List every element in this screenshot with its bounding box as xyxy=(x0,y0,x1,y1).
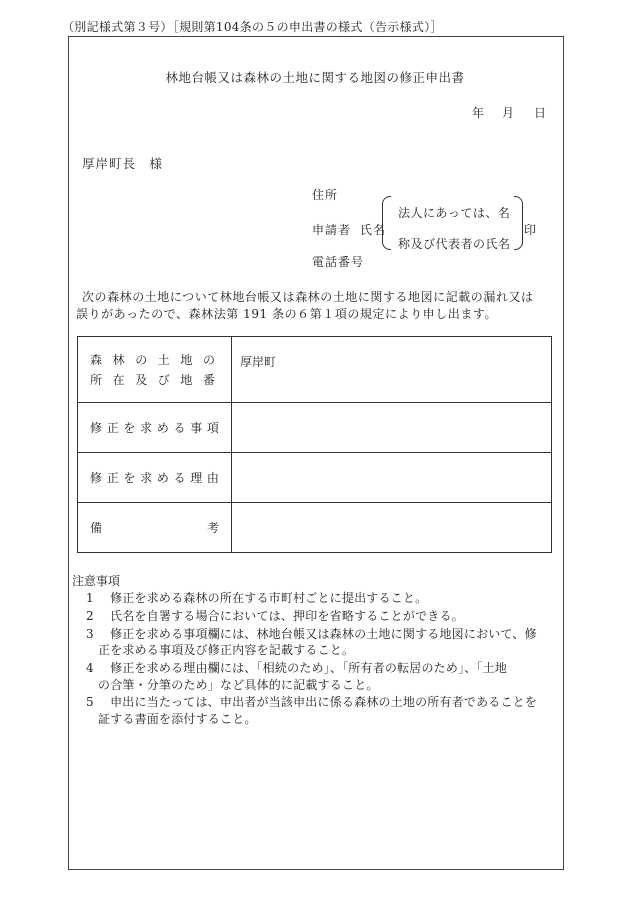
table-row-remarks xyxy=(78,503,552,553)
label-char: 在 xyxy=(112,372,125,387)
label-char: 理 xyxy=(190,470,203,485)
label-char: 及 xyxy=(135,372,148,387)
correction-reason-value-cell[interactable] xyxy=(232,453,552,503)
label-char: め xyxy=(156,420,169,435)
label-char: 地 xyxy=(180,352,193,367)
phone-label: 電話番号 xyxy=(312,255,365,269)
bracket-right xyxy=(514,196,523,250)
label-char: る xyxy=(173,420,186,435)
label-char: 森 xyxy=(90,352,103,367)
corp-note-line2: 称及び代表者の氏名 xyxy=(398,237,511,251)
date-day: 日 xyxy=(534,106,547,120)
note-item-4-cont: の合筆・分筆のため」など具体的に記載すること。 xyxy=(98,678,379,692)
label-char: 求 xyxy=(140,420,153,435)
body-line2: 誤りがあったので、森林法第 191 条の６第１項の規定により申し出ます。 xyxy=(76,307,498,321)
label-char: 地 xyxy=(180,372,193,387)
applicant-label: 申請者 xyxy=(312,223,352,237)
note-number: 3 xyxy=(86,627,94,641)
label-char: 正 xyxy=(106,420,119,435)
label-char: 修 xyxy=(90,420,103,435)
label-char: 項 xyxy=(206,420,219,435)
date-month: 月 xyxy=(502,106,515,120)
correction-item-label xyxy=(78,403,232,453)
note-text: 修正を求める森林の所在する市町村ごとに提出すること。 xyxy=(110,591,428,605)
note-text: 申出に当たっては、申出者が当該申出に係る森林の土地の所有者であることを xyxy=(110,695,538,709)
label-char: 備 xyxy=(90,520,103,535)
addressee: 厚岸町長 様 xyxy=(82,156,164,171)
label-char: 求 xyxy=(140,470,153,485)
remarks-label xyxy=(78,503,232,553)
table-row-item xyxy=(78,403,552,453)
correction-item-value-cell[interactable] xyxy=(232,403,552,453)
remarks-value-cell[interactable] xyxy=(232,503,552,553)
note-text: 修正を求める理由欄には、「相続のため」、「所有者の転居のため」、「土地 xyxy=(110,661,508,675)
label-char: め xyxy=(156,470,169,485)
location-value-cell[interactable] xyxy=(232,337,552,403)
label-char: 所 xyxy=(90,372,103,387)
name-label: 氏名 xyxy=(360,223,387,237)
label-char: 林 xyxy=(112,352,125,367)
note-item-5 xyxy=(86,693,537,710)
note-text: 修正を求める事項欄には、林地台帳又は森林の土地に関する地図において、修 xyxy=(110,627,537,641)
table-row-location xyxy=(78,337,552,403)
bracket-left xyxy=(382,196,391,250)
table-row-reason xyxy=(78,453,552,503)
label-char: 土 xyxy=(157,352,170,367)
label-char: 事 xyxy=(190,420,203,435)
note-number: 1 xyxy=(86,591,94,605)
label-char: の xyxy=(135,352,148,367)
corp-note-line1: 法人にあっては、名 xyxy=(398,206,511,220)
note-number: 4 xyxy=(86,661,94,675)
form-title: 林地台帳又は森林の土地に関する地図の修正申出書 xyxy=(165,70,465,85)
note-number: 5 xyxy=(86,695,94,709)
note-text: 氏名を自署する場合においては、押印を省略することができる。 xyxy=(110,609,464,623)
label-char: を xyxy=(123,470,136,485)
body-line1: 次の森林の土地について林地台帳又は森林の土地に関する地図に記載の漏れ又は xyxy=(82,290,534,304)
note-item-3-cont: 正を求める事項及び修正内容を記載すること。 xyxy=(98,643,355,657)
label-char: を xyxy=(123,420,136,435)
note-number: 2 xyxy=(86,609,94,623)
note-item-3 xyxy=(86,625,537,642)
location-label xyxy=(78,337,232,403)
note-item-1 xyxy=(86,589,427,606)
label-char: 番 xyxy=(202,372,215,387)
form-header: （別記様式第３号）［規則第104条の５の申出書の様式（告示様式）］ xyxy=(62,20,443,34)
label-char: の xyxy=(202,352,215,367)
label-char: る xyxy=(173,470,186,485)
date-year: 年 xyxy=(472,106,485,120)
label-char: 修 xyxy=(90,470,103,485)
address-label: 住所 xyxy=(312,188,339,202)
note-item-2 xyxy=(86,607,464,624)
seal-mark: 印 xyxy=(524,223,538,237)
correction-table xyxy=(77,336,552,553)
label-char: 由 xyxy=(206,470,219,485)
label-char: 正 xyxy=(106,470,119,485)
notes-title: 注意事項 xyxy=(72,574,121,588)
note-item-5-cont: 証する書面を添付すること。 xyxy=(98,712,257,726)
label-char: 考 xyxy=(206,520,219,535)
note-item-4 xyxy=(86,659,507,676)
correction-reason-label xyxy=(78,453,232,503)
label-char: び xyxy=(157,372,170,387)
location-value: 厚岸町 xyxy=(240,355,277,369)
